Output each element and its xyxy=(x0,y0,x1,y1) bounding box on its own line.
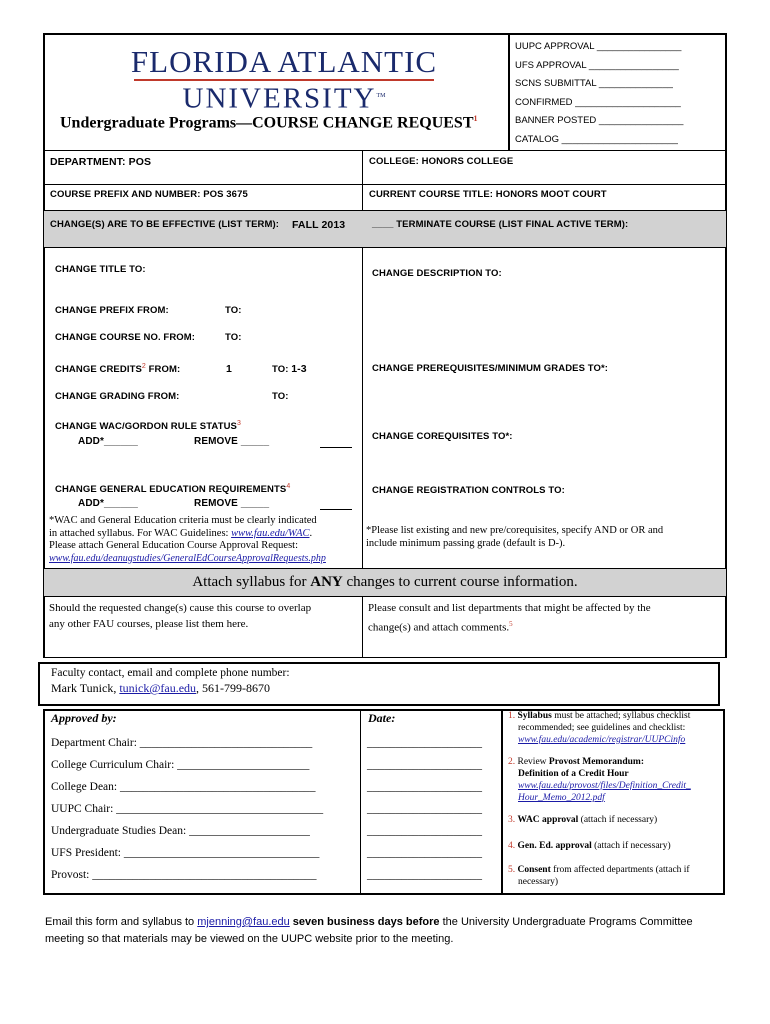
form-title: Undergraduate Programs—COURSE CHANGE REQUEST$^1$ xyxy=(60,114,478,132)
gen-ed-request-link[interactable]: www.fau.edu/deanugstudies/GeneralEdCourseApprovalRequests.php xyxy=(49,552,326,564)
change-number-to[interactable]: TO: xyxy=(225,332,242,343)
fau-logo xyxy=(118,46,450,114)
office-approvals xyxy=(515,38,723,149)
change-wac-label: CHANGE WAC/GORDON RULE STATUS$^3$ xyxy=(55,420,241,433)
ufs-approval: UFS APPROVAL _________________ xyxy=(515,59,679,71)
change-credits-label: CHANGE CREDITS$^2$ FROM: xyxy=(55,363,181,376)
change-prefix-label: CHANGE PREFIX FROM: xyxy=(55,305,169,316)
form-border-left xyxy=(43,33,45,658)
date-field[interactable]: ____________________ xyxy=(367,825,482,837)
change-grading-to[interactable]: TO: xyxy=(272,391,289,402)
faculty-email-link[interactable]: tunick@fau.edu xyxy=(119,681,197,695)
department-field[interactable]: DEPARTMENT: POS xyxy=(50,156,152,168)
divider xyxy=(43,150,727,151)
college-field[interactable]: COLLEGE: HONORS COLLEGE xyxy=(369,156,514,167)
change-description-field[interactable]: CHANGE DESCRIPTION TO: xyxy=(372,268,502,279)
catalog: CATALOG ______________________ xyxy=(515,133,678,145)
provost-signature[interactable]: Provost: _______________________________________ xyxy=(51,869,317,881)
college-dean-signature[interactable]: College Dean: __________________________________ xyxy=(51,781,316,793)
scns-submittal: SCNS SUBMITTAL ______________ xyxy=(515,78,673,89)
date-field[interactable]: ____________________ xyxy=(367,759,482,771)
change-gen-ed-label: CHANGE GENERAL EDUCATION REQUIREMENTS$^4$ xyxy=(55,483,291,496)
footnote-2: 2. Review Provost Memorandum: xyxy=(508,757,644,767)
wac-note: *WAC and General Education criteria must be clearly indicated in attached syllabus. For WAC Guidelines: www.fau.edu/WAC. Please attach General Education Course Approval Request: www.fau.edu/deanugstudies/GeneralEdCourseApprovalRequests.php xyxy=(49,515,361,565)
date-list xyxy=(367,732,482,886)
submit-email-link[interactable]: mjenning@fau.edu xyxy=(197,916,290,928)
footnote-4: 4. Gen. Ed. approval (attach if necessary) xyxy=(508,841,671,851)
uupc-info-link[interactable]: www.fau.edu/academic/registrar/UUPCinfo xyxy=(518,735,686,745)
date-field[interactable]: ____________________ xyxy=(367,847,482,859)
gen-ed-blank xyxy=(320,509,352,510)
credit-hour-memo-link[interactable]: www.fau.edu/provost/files/Definition_Credit_ xyxy=(518,781,691,791)
submission-instructions: Email this form and syllabus to mjenning@fau.edu seven business days before the University Undergraduate Programs Committee meeting so that materials may be viewed on the UUPC website prior to the meeting. xyxy=(45,916,693,945)
department-chair-signature[interactable]: Department Chair: ______________________________ xyxy=(51,737,313,749)
banner-posted: BANNER POSTED ________________ xyxy=(515,115,684,126)
date-field[interactable]: ____________________ xyxy=(367,737,482,749)
date-header: Date: xyxy=(368,711,396,725)
divider xyxy=(43,596,727,597)
wac-guidelines-link[interactable]: www.fau.edu/WAC xyxy=(231,527,310,539)
credits-from-value[interactable]: 1 xyxy=(226,363,232,375)
prefix-number-field[interactable]: COURSE PREFIX AND NUMBER: POS 3675 xyxy=(50,189,248,200)
approval-col-divider xyxy=(501,709,503,895)
overlap-field[interactable]: Should the requested change(s) cause this course to overlap any other FAU courses, please list them here. xyxy=(49,602,312,630)
gen-ed-remove-field[interactable]: REMOVE _____ xyxy=(194,498,270,509)
footnote-1: 1. Syllabus must be attached; syllabus checklist xyxy=(508,711,691,721)
effective-term-value[interactable]: FALL 2013 xyxy=(292,219,346,231)
form-border-top xyxy=(43,33,727,35)
signature-list xyxy=(51,732,323,886)
form-border-right xyxy=(725,33,727,658)
change-reg-controls-field[interactable]: CHANGE REGISTRATION CONTROLS TO: xyxy=(372,485,565,496)
effective-term-label: CHANGE(S) ARE TO BE EFFECTIVE (LIST TERM): xyxy=(50,219,280,230)
current-title-field[interactable]: CURRENT COURSE TITLE: HONORS MOOT COURT xyxy=(369,189,607,200)
footnotes: 1. Syllabus must be attached; syllabus checklist recommended; see guidelines and checklist: www.fau.edu/academic/registrar/UUPCinfo 2. Review Provost Memorandum: Definition of a Credit Hour www.fau.edu/provost/files/Definition_Credit_ Hour_Memo_2012.pdf 3. WAC approval (attach if necessary) 4. Gen. Ed. approval (attach if necessary) 5. Consent from affected departments (attach if necessary) xyxy=(508,710,722,888)
logo-line2: UNIVERSITY™ xyxy=(182,82,386,115)
change-title-field[interactable]: CHANGE TITLE TO: xyxy=(55,264,146,275)
wac-remove-field[interactable]: REMOVE _____ xyxy=(194,436,270,447)
affected-departments-field[interactable]: Please consult and list departments that might be affected by the change(s) and attach comments.$^5$ xyxy=(368,602,651,634)
curriculum-chair-signature[interactable]: College Curriculum Chair: _______________________ xyxy=(51,759,310,771)
date-field[interactable]: ____________________ xyxy=(367,869,482,881)
prereq-note: *Please list existing and new pre/corequisites, specify AND or OR and include minimum passing grade (default is D-). xyxy=(366,525,664,549)
uupc-approval: UUPC APPROVAL ________________ xyxy=(515,41,682,52)
gen-ed-add-field[interactable]: ADD*______ xyxy=(78,498,138,509)
footnote-3: 3. WAC approval (attach if necessary) xyxy=(508,815,658,825)
wac-add-field[interactable]: ADD*______ xyxy=(78,436,138,447)
ug-studies-dean-signature[interactable]: Undergraduate Studies Dean: _____________________ xyxy=(51,825,310,837)
change-grading-label: CHANGE GRADING FROM: xyxy=(55,391,180,402)
syllabus-banner: Attach syllabus for ANY changes to current course information. xyxy=(44,569,726,596)
divider xyxy=(43,247,727,248)
credits-to[interactable]: TO: 1-3 xyxy=(272,363,307,375)
column-divider xyxy=(362,597,363,658)
change-number-label: CHANGE COURSE NO. FROM: xyxy=(55,332,196,343)
ufs-president-signature[interactable]: UFS President: __________________________________ xyxy=(51,847,320,859)
confirmed: CONFIRMED ____________________ xyxy=(515,96,681,108)
faculty-contact-value[interactable]: Mark Tunick, tunick@fau.edu, 561-799-8670 xyxy=(51,681,271,695)
wac-blank xyxy=(320,447,352,448)
divider xyxy=(43,184,727,185)
uupc-chair-signature[interactable]: UUPC Chair: ____________________________________ xyxy=(51,803,324,815)
credit-hour-memo-link-2[interactable]: Hour_Memo_2012.pdf xyxy=(518,793,605,803)
change-prefix-to[interactable]: TO: xyxy=(225,305,242,316)
footnote-5: 5. Consent from affected departments (attach if xyxy=(508,865,690,875)
date-field[interactable]: ____________________ xyxy=(367,781,482,793)
terminate-course-field[interactable]: ____ TERMINATE COURSE (LIST FINAL ACTIVE TERM): xyxy=(372,219,629,230)
approval-box-border xyxy=(508,33,510,151)
change-coreq-field[interactable]: CHANGE COREQUISITES TO*: xyxy=(372,431,513,442)
approved-by-header: Approved by: xyxy=(51,711,117,725)
divider xyxy=(43,657,727,658)
date-field[interactable]: ____________________ xyxy=(367,803,482,815)
approval-col-divider xyxy=(360,709,361,895)
change-prereq-field[interactable]: CHANGE PREREQUISITES/MINIMUM GRADES TO*: xyxy=(372,363,609,374)
logo-line1: FLORIDA ATLANTIC xyxy=(130,44,438,79)
faculty-contact-label: Faculty contact, email and complete phone number: xyxy=(51,667,290,679)
